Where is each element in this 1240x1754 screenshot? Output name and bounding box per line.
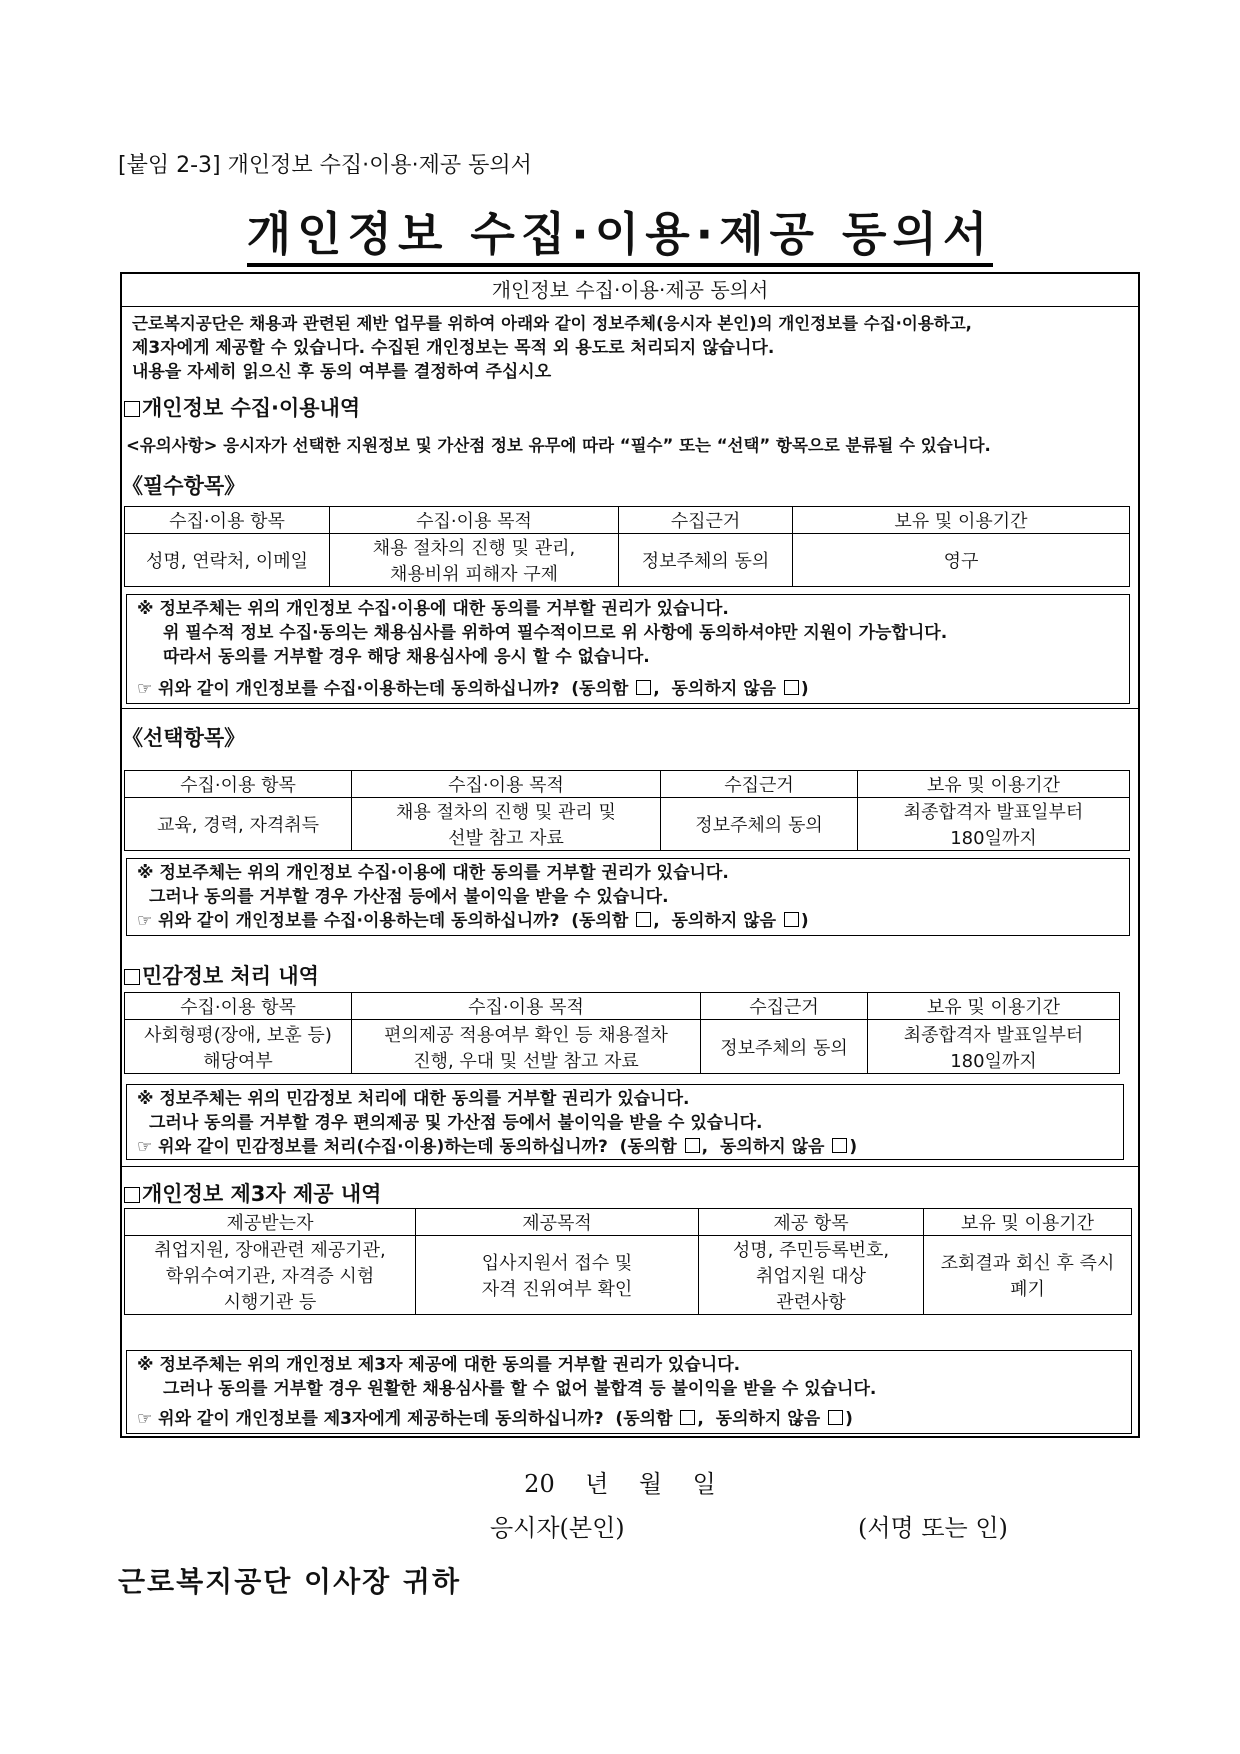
intro-text [132,312,1132,384]
col-header: 수집·이용 항목 [125,993,352,1020]
disagree-checkbox[interactable] [832,1138,847,1153]
cell-items: 성명, 주민등록번호, 취업지원 대상 관련사항 [699,1236,924,1315]
cell-purpose: 채용 절차의 진행 및 관리 및 선발 참고 자료 [352,798,661,851]
consent-question: ☞ 위와 같이 개인정보를 수집·이용하는데 동의하십니까? (동의함 , 동의하지 않음 ) [137,679,809,699]
col-header: 제공받는자 [125,1209,416,1236]
form-header: 개인정보 수집·이용·제공 동의서 [122,274,1138,307]
notice-line: ※ 정보주체는 위의 민감정보 처리에 대한 동의를 거부할 권리가 있습니다. [137,1089,690,1109]
cell-purpose: 입사지원서 접수 및 자격 진위여부 확인 [416,1236,699,1315]
cell-basis: 정보주체의 동의 [701,1020,868,1074]
optional-notice-box [126,858,1130,936]
sensitive-notice-box [126,1084,1124,1160]
cell-item: 성명, 연락처, 이메일 [125,534,330,587]
cell-purpose: 편의제공 적용여부 확인 등 채용절차 진행, 우대 및 선발 참고 자료 [352,1020,701,1074]
notice-line: 위 필수적 정보 수집·동의는 채용심사를 위하여 필수적이므로 위 사항에 동의하셔야만 지원이 가능합니다. [163,623,948,643]
consent-question: ☞ 위와 같이 개인정보를 수집·이용하는데 동의하십니까? (동의함 , 동의하지 않음 ) [137,911,809,931]
agree-checkbox[interactable] [685,1138,700,1153]
optional-table [124,770,1130,851]
col-header: 보유 및 이용기간 [858,771,1130,798]
intro-line: 근로복지공단은 채용과 관련된 제반 업무를 위하여 아래와 같이 정보주체(응시자 본인)의 개인정보를 수집·이용하고, [132,314,972,333]
notice-line: 그러나 동의를 거부할 경우 원활한 채용심사를 할 수 없어 불합격 등 불이익을 받을 수 있습니다. [163,1379,877,1399]
notice-text: <유의사항> 응시자가 선택한 지원정보 및 가산점 정보 유무에 따라 “필수” 또는 “선택” 항목으로 분류될 수 있습니다. [126,436,991,455]
checkbox-square-icon [124,969,140,985]
document-title: 개인정보 수집·이용·제공 동의서 [0,198,1240,264]
col-header: 수집·이용 목적 [352,993,701,1020]
cell-period: 최종합격자 발표일부터 180일까지 [868,1020,1120,1074]
col-header: 수집·이용 목적 [330,507,619,534]
notice-line: ※ 정보주체는 위의 개인정보 제3자 제공에 대한 동의를 거부할 권리가 있습니다. [137,1355,741,1375]
addressee: 근로복지공단 이사장 귀하 [118,1565,462,1598]
table-row [125,534,1130,587]
attachment-label: [붙임 2-3] 개인정보 수집·이용·제공 동의서 [118,153,532,178]
disagree-checkbox[interactable] [784,912,799,927]
divider [122,708,1138,709]
applicant-label: 응시자(본인) [490,1514,625,1542]
col-header: 제공목적 [416,1209,699,1236]
intro-line: 제3자에게 제공할 수 있습니다. 수집된 개인정보는 목적 외 용도로 처리되지 않습니다. [132,338,775,358]
cell-basis: 정보주체의 동의 [619,534,793,587]
col-header: 수집근거 [701,993,868,1020]
disagree-checkbox[interactable] [784,680,799,695]
cell-period: 최종합격자 발표일부터 180일까지 [858,798,1130,851]
date-line: 20 년 월 일 [524,1470,716,1498]
intro-line: 내용을 자세히 읽으신 후 동의 여부를 결정하여 주십시오 [132,362,552,382]
third-party-table [124,1208,1132,1315]
third-party-heading: 개인정보 제3자 제공 내역 [124,1178,381,1208]
required-notice-box [126,594,1130,704]
col-header: 수집·이용 목적 [352,771,661,798]
sensitive-table [124,992,1120,1074]
third-party-notice-box [126,1350,1132,1434]
col-header: 수집근거 [661,771,858,798]
table-row [125,1236,1132,1315]
sensitive-heading: 민감정보 처리 내역 [124,960,319,990]
disagree-checkbox[interactable] [828,1410,843,1425]
collection-heading: 개인정보 수집·이용내역 [124,392,360,422]
divider [122,1166,1138,1167]
cell-purpose: 채용 절차의 진행 및 관리, 채용비위 피해자 구제 [330,534,619,587]
col-header: 수집·이용 항목 [125,771,352,798]
checkbox-square-icon [124,401,140,417]
col-header: 보유 및 이용기간 [868,993,1120,1020]
col-header: 제공 항목 [699,1209,924,1236]
agree-checkbox[interactable] [680,1410,695,1425]
optional-heading: 《선택항목》 [122,726,246,750]
col-header: 보유 및 이용기간 [924,1209,1132,1236]
notice-line: 그러나 동의를 거부할 경우 편의제공 및 가산점 등에서 불이익을 받을 수 있습니다. [149,1113,763,1133]
notice-line: 따라서 동의를 거부할 경우 해당 채용심사에 응시 할 수 없습니다. [163,647,650,667]
agree-checkbox[interactable] [636,680,651,695]
cell-item: 사회형평(장애, 보훈 등) 해당여부 [125,1020,352,1074]
col-header: 보유 및 이용기간 [793,507,1130,534]
signature-label: (서명 또는 인) [858,1514,1008,1542]
notice-line: 그러나 동의를 거부할 경우 가산점 등에서 불이익을 받을 수 있습니다. [149,887,669,907]
col-header: 수집·이용 항목 [125,507,330,534]
consent-form [120,272,1140,1438]
table-row [125,1020,1120,1074]
checkbox-square-icon [124,1187,140,1203]
table-row [125,798,1130,851]
cell-period: 영구 [793,534,1130,587]
col-header: 수집근거 [619,507,793,534]
cell-period: 조회결과 회신 후 즉시 폐기 [924,1236,1132,1315]
cell-basis: 정보주체의 동의 [661,798,858,851]
cell-recipient: 취업지원, 장애관련 제공기관, 학위수여기관, 자격증 시험 시행기관 등 [125,1236,416,1315]
required-table [124,506,1130,587]
consent-question: ☞ 위와 같이 민감정보를 처리(수집·이용)하는데 동의하십니까? (동의함 , 동의하지 않음 ) [137,1137,858,1157]
agree-checkbox[interactable] [636,912,651,927]
consent-question: ☞ 위와 같이 개인정보를 제3자에게 제공하는데 동의하십니까? (동의함 , 동의하지 않음 ) [137,1409,853,1429]
notice-line: ※ 정보주체는 위의 개인정보 수집·이용에 대한 동의를 거부할 권리가 있습니다. [137,599,729,619]
notice-line: ※ 정보주체는 위의 개인정보 수집·이용에 대한 동의를 거부할 권리가 있습니다. [137,863,729,883]
cell-item: 교육, 경력, 자격취득 [125,798,352,851]
required-heading: 《필수항목》 [122,474,246,498]
